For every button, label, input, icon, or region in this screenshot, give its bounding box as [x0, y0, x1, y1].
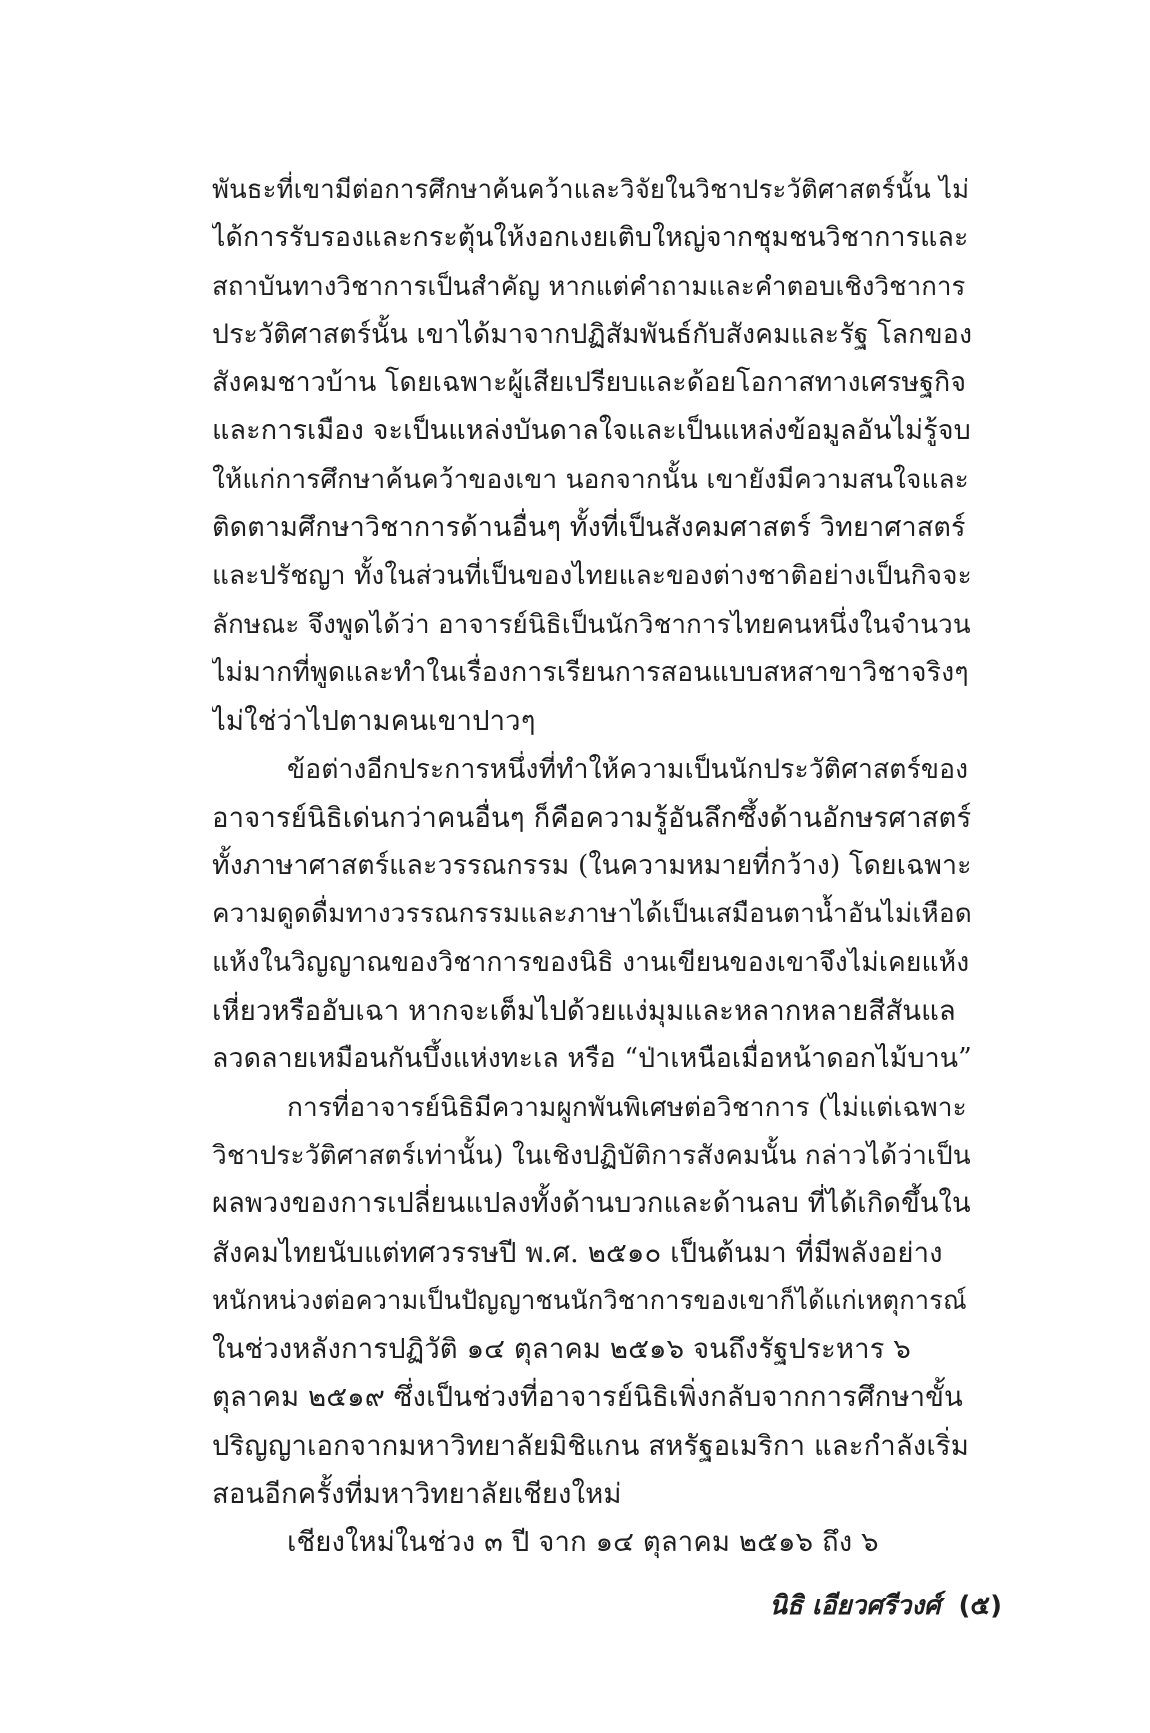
- text-line: ทั้งภาษาศาสตร์และวรรณกรรม (ในความหมายที่กว้าง) โดยเฉพาะ: [212, 850, 972, 882]
- text-line: การที่อาจารย์นิธิมีความผูกพันพิเศษต่อวิชาการ (ไม่แต่เฉพาะ: [287, 1092, 967, 1123]
- text-line: สอนอีกครั้งที่มหาวิทยาลัยเชียงใหม่: [212, 1478, 622, 1511]
- text-line: ได้การรับรองและกระตุ้นให้งอกเงยเติบใหญ่จากชุมชนวิชาการและ: [212, 222, 969, 254]
- text-line: และปรัชญา ทั้งในส่วนที่เป็นของไทยและของต่างชาติอย่างเป็นกิจจะ: [212, 561, 972, 592]
- text-line: วิชาประวัติศาสตร์เท่านั้น) ในเชิงปฏิบัติการสังคมนั้น กล่าวได้ว่าเป็น: [212, 1140, 971, 1171]
- text-line: และการเมือง จะเป็นแหล่งบันดาลใจและเป็นแหล่งข้อมูลอันไม่รู้จบ: [212, 415, 971, 447]
- page-footer: [769, 1585, 1002, 1626]
- text-line: สังคมไทยนับแต่ทศวรรษปี พ.ศ. ๒๕๑๐ เป็นต้นมา ที่มีพลังอย่าง: [212, 1236, 943, 1269]
- body-text: [212, 166, 972, 1567]
- text-line: เชียงใหม่ในช่วง ๓ ปี จาก ๑๔ ตุลาคม ๒๕๑๖ ถึง ๖: [287, 1526, 879, 1559]
- text-line: ลักษณะ จึงพูดได้ว่า อาจารย์นิธิเป็นนักวิชาการไทยคนหนึ่งในจำนวน: [212, 609, 971, 640]
- text-line: ข้อต่างอีกประการหนึ่งที่ทำให้ความเป็นนักประวัติศาสตร์ของ: [287, 753, 969, 785]
- page-number: (๕): [958, 1591, 1002, 1621]
- text-line: ลวดลายเหมือนกันบึ้งแห่งทะเล หรือ “ป่าเหนือเมื่อหน้าดอกไม้บาน”: [212, 1043, 972, 1075]
- text-line: แห้งในวิญญาณของวิชาการของนิธิ งานเขียนของเขาจึงไม่เคยแห้ง: [212, 946, 970, 978]
- text-line: หนักหน่วงต่อความเป็นปัญญาชนนักวิชาการของเขาก็ได้แก่เหตุการณ์: [212, 1285, 967, 1316]
- text-line: ความดูดดื่มทางวรรณกรรมและภาษาได้เป็นเสมือนตาน้ำอันไม่เหือด: [212, 899, 972, 930]
- text-line: ไม่มากที่พูดและทำในเรื่องการเรียนการสอนแบบสหสาขาวิชาจริงๆ: [212, 656, 969, 688]
- text-line: เหี่ยวหรืออับเฉา หากจะเต็มไปด้วยแง่มุมและหลากหลายสีสันแล: [212, 995, 956, 1028]
- text-line: สังคมชาวบ้าน โดยเฉพาะผู้เสียเปรียบและด้อยโอกาสทางเศรษฐกิจ: [212, 367, 967, 399]
- text-line: ผลพวงของการเปลี่ยนแปลงทั้งด้านบวกและด้านลบ ที่ได้เกิดขึ้นใน: [212, 1188, 971, 1220]
- text-line: ปริญญาเอกจากมหาวิทยาลัยมิชิแกน สหรัฐอเมริกา และกำลังเริ่ม: [212, 1429, 969, 1462]
- text-line: ไม่ใช่ว่าไปตามคนเขาปาวๆ: [212, 705, 536, 738]
- running-title: นิธิ เอียวศรีวงศ์: [769, 1591, 941, 1621]
- text-line: ติดตามศึกษาวิชาการด้านอื่นๆ ทั้งที่เป็นสังคมศาสตร์ วิทยาศาสตร์: [212, 512, 966, 544]
- text-line: ในช่วงหลังการปฏิวัติ ๑๔ ตุลาคม ๒๕๑๖ จนถึงรัฐประหาร ๖: [212, 1333, 911, 1366]
- text-line: พันธะที่เขามีต่อการศึกษาค้นคว้าและวิจัยในวิชาประวัติศาสตร์นั้น ไม่: [212, 175, 970, 205]
- text-line: ให้แก่การศึกษาค้นคว้าของเขา นอกจากนั้น เขายังมีความสนใจและ: [212, 464, 969, 495]
- text-line: สถาบันทางวิชาการเป็นสำคัญ หากแต่คำถามและคำตอบเชิงวิชาการ: [212, 271, 966, 302]
- text-line: ตุลาคม ๒๕๑๙ ซึ่งเป็นช่วงที่อาจารย์นิธิเพิ่งกลับจากการศึกษาขั้น: [212, 1381, 963, 1414]
- text-line: อาจารย์นิธิเด่นกว่าคนอื่นๆ ก็คือความรู้อันลึกซึ้งด้านอักษรศาสตร์: [212, 801, 972, 834]
- text-line: ประวัติศาสตร์นั้น เขาได้มาจากปฏิสัมพันธ์กับสังคมและรัฐ โลกของ: [212, 318, 972, 350]
